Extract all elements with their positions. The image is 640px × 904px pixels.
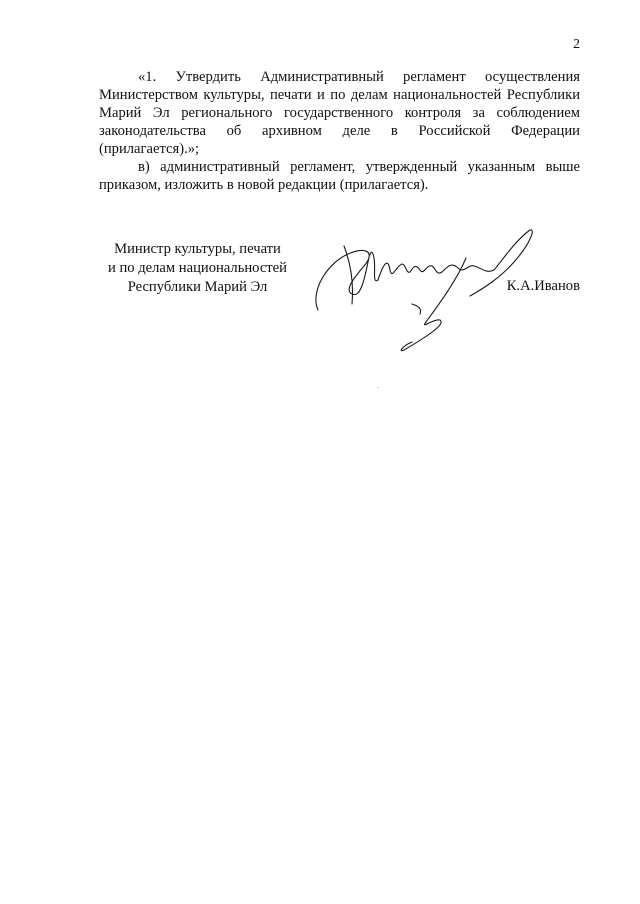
signatory-title-line: Министр культуры, печати (114, 241, 281, 257)
signature-stroke (378, 263, 494, 280)
signatory-title (90, 240, 305, 297)
scan-speck (377, 387, 379, 388)
page-number: 2 (573, 37, 580, 52)
signatory-name: К.А.Иванов (506, 278, 580, 294)
paragraph-amendment-b: в) административный регламент, утвержденный указанным выше приказом, изложить в новой редакции (прилагается). (99, 159, 580, 193)
signatory-title-line: и по делам национальностей (108, 260, 287, 276)
paragraph-amendment-1: «1. Утвердить Административный регламент осуществления Министерством культуры, печати и по делам национальностей Республики Марий Эл регионального государственного контроля за соблюдением законодательства об архивном деле в Российской Федерации (прилагается).»; (99, 69, 580, 157)
signature-stroke (401, 258, 466, 351)
signatory-title-line: Республики Марий Эл (127, 279, 268, 295)
signature-stroke (412, 304, 421, 314)
body-text (99, 68, 580, 194)
signature-stroke (344, 246, 353, 304)
signature-stroke (316, 250, 378, 310)
